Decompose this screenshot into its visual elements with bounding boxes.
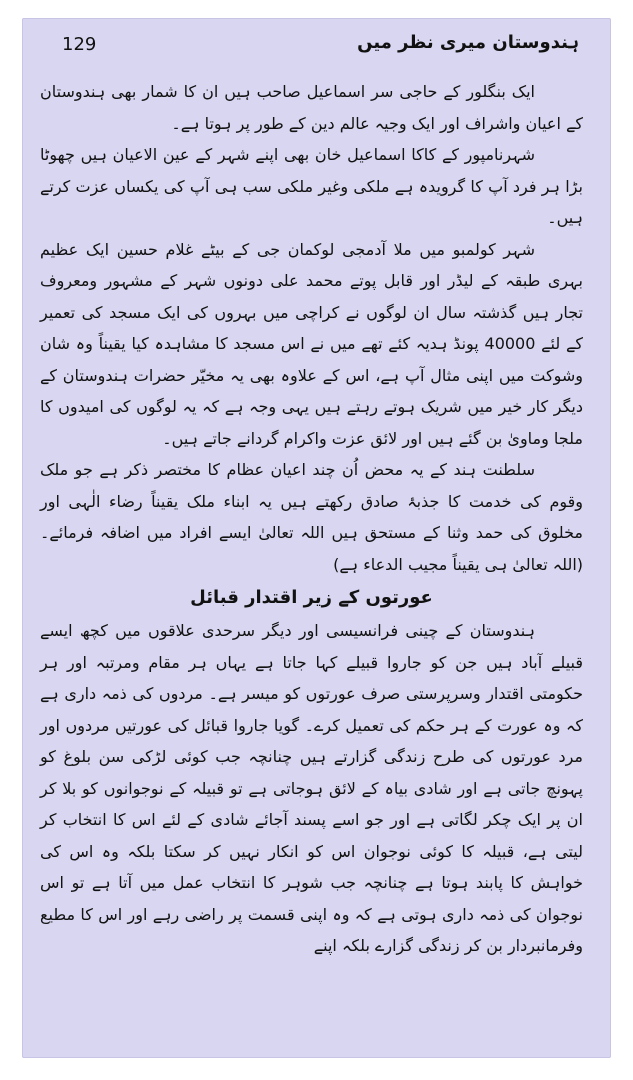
running-title: ہندوستان میری نظر میں bbox=[357, 32, 579, 53]
paragraph-bangalore: ایک بنگلور کے حاجی سر اسماعیل صاحب ہیں ان کا شمار بھی ہندوستان کے اعیان واشراف اور ایک وجیہ عالم دین کے طور پر ہوتا ہے۔ bbox=[40, 82, 583, 133]
paragraph-sultanate: سلطنت ہند کے یہ محض اُن چند اعیان عظام کا مختصر ذکر ہے جو ملک وقوم کی خدمت کا جذبۂ صادق رکھتے ہیں یہ ابناء ملک یقیناً رضاء الٰہی اور مخلوق کی حمد وثنا کے مستحق ہیں اللہ تعالیٰ ایسے افراد میں اضافہ فرمائے۔ (اللہ تعالیٰ ہی یقیناً مجیب الدعاء ہے) bbox=[40, 460, 583, 574]
page-header bbox=[22, 28, 611, 68]
book-page bbox=[22, 18, 611, 1058]
paragraph-jarawa: ہندوستان کے چینی فرانسیسی اور دیگر سرحدی علاقوں میں کچھ ایسے قبیلے آباد ہیں جن کو جاروا قبیلے کہا جاتا ہے یہاں ہر مقام ومرتبہ اور ہر حکومتی اقتدار وسرپرستی صرف عورتوں کو میسر ہے۔ مردوں کی ذمہ داری ہے کہ وہ عورت کے ہر حکم کی تعمیل کرے۔ گویا جاروا قبائل کی عورتیں مردوں اور مرد عورتوں کی طرح زندگی گزارتے ہیں چنانچہ جب کوئی لڑکی سن بلوغ کو پہونچ جاتی ہے اور شادی بیاہ کے لائق ہوجاتی ہے تو قبیلہ کے نوجوانوں کو بلا کر ان پر ایک چکر لگاتی ہے اور جو اسے پسند آجائے شادی کے لئے اس کا انتخاب کر لیتی ہے، قبیلہ کا کوئی نوجوان اس کو انکار نہیں کر سکتا بلکہ وہ اس کی خواہش کا پابند ہوتا ہے چنانچہ جب شوہر کا انتخاب عمل میں آتا ہے تو اس نوجوان کی ذمہ داری ہوتی ہے کہ وہ اپنی قسمت پر راضی رہے اور اس کا مطیع وفرمانبردار بن کر زندگی گزارے بلکہ اپنے bbox=[40, 621, 583, 955]
body-text bbox=[40, 76, 583, 962]
section-title: عورتوں کے زیر اقتدار قبائل bbox=[190, 587, 433, 608]
paragraph-colombo: شہر کولمبو میں ملا آدمجی لوکمان جی کے بیٹے غلام حسین ایک عظیم بہری طبقہ کے لیڈر اور قابل پوتے محمد علی دونوں شہر کے مشہور ومعروف تجار ہیں گذشتہ سال ان لوگوں نے کراچی میں بہروں کی ایک مسجد کی تعمیر کے لئے 40000 پونڈ ہدیہ کئے تھے میں نے اس مسجد کا مشاہدہ کیا یقیناً وہ شان وشوکت میں اپنی مثال آپ ہے، اس کے علاوہ بھی یہ مخیّر حضرات ہندوستان کے دیگر کار خیر میں شریک ہوتے رہتے ہیں یہی وجہ ہے کہ یہ لوگوں کی امیدوں کا ملجا وماویٰ بن گئے ہیں اور لائق عزت واکرام گردانے جاتے ہیں۔ bbox=[40, 239, 583, 448]
page-number: 129 bbox=[62, 34, 97, 55]
paragraph-nampur: شہرنامپور کے کاکا اسماعیل خان بھی اپنے شہر کے عین الاعیان ہیں چھوٹا بڑا ہر فرد آپ کا گرویدہ ہے ملکی وغیر ملکی سب ہی آپ کی یکساں عزت کرتے ہیں۔ bbox=[40, 145, 583, 227]
